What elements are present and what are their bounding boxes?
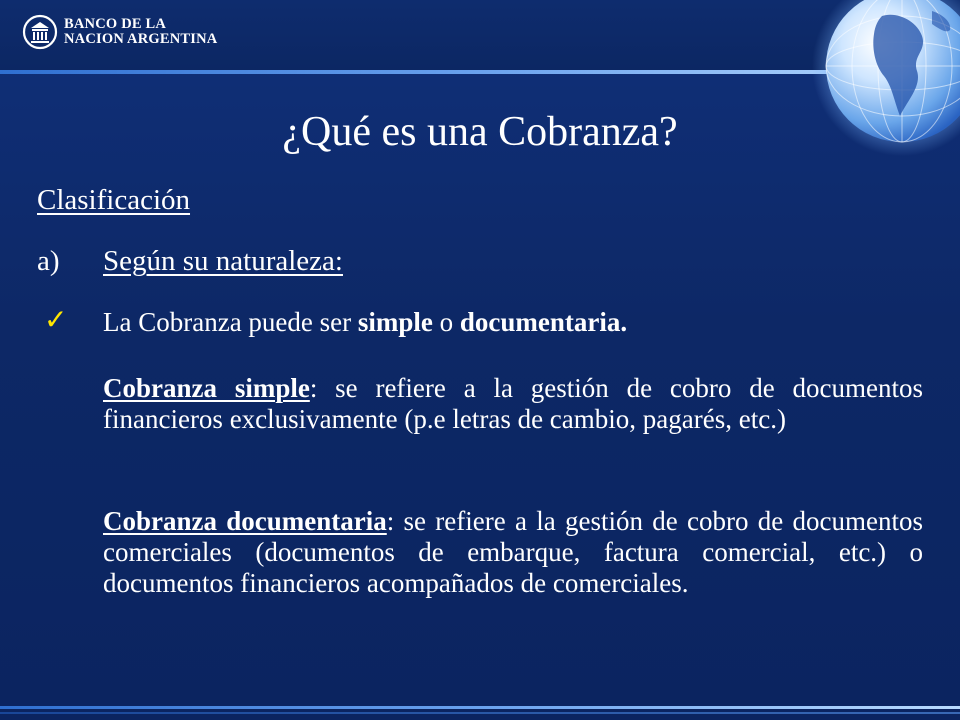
bank-logo-line1: BANCO DE LA — [64, 16, 167, 32]
subsection-heading: Según su naturaleza: — [103, 245, 343, 277]
term-cobranza-simple: Cobranza simple — [103, 373, 310, 403]
bullet-text — [103, 306, 627, 338]
paragraph-cobranza-simple — [103, 373, 923, 435]
bullet-strong-simple: simple — [357, 307, 433, 337]
definition-cobranza-documentaria: : se refiere a la gestión de cobro de documentos comerciales (documentos de embarque, factura comercial, etc.) o documentos financieros acompañados de comerciales. — [103, 506, 924, 598]
list-marker: a) — [37, 245, 60, 277]
definition-cobranza-simple: : se refiere a la gestión de cobro de documentos financieros exclusivamente (p.e letras de cambio, pagarés, etc.) — [103, 373, 924, 434]
bullet-strong-documentaria: documentaria. — [459, 307, 628, 337]
section-heading: Clasificación — [37, 184, 191, 216]
bullet-prefix: La Cobranza puede ser — [103, 307, 358, 337]
slide-title: ¿Qué es una Cobranza? — [282, 109, 678, 155]
footer-divider-secondary — [0, 712, 960, 714]
bank-logo-line2: NACION ARGENTINA — [64, 31, 218, 47]
bullet-middle: o — [432, 307, 460, 337]
bank-logo-text — [64, 17, 217, 47]
term-cobranza-documentaria: Cobranza documentaria — [103, 506, 387, 536]
paragraph-cobranza-documentaria — [103, 506, 923, 599]
checkmark-icon: ✓ — [44, 303, 68, 336]
bank-logo — [22, 14, 217, 50]
footer-divider — [0, 706, 960, 709]
bank-emblem-icon — [22, 14, 58, 50]
